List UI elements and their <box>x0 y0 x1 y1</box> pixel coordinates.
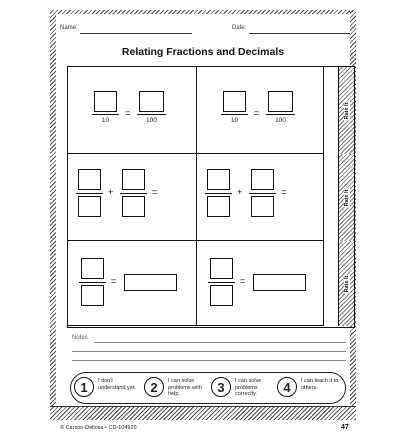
numerator-box[interactable] <box>94 91 117 112</box>
page-number: 47 <box>341 424 349 431</box>
fraction-bar <box>221 114 248 115</box>
rating-description: I can solve problems with help. <box>168 378 202 397</box>
date-label: Date: <box>232 25 247 31</box>
fraction-bar <box>205 193 232 194</box>
hatched-border-top <box>50 10 356 14</box>
problem-cell <box>68 67 197 154</box>
rate-it-strip <box>338 67 354 154</box>
numerator-box[interactable] <box>210 258 233 279</box>
notes-label: Notes <box>72 335 88 341</box>
problem-grid <box>67 66 355 328</box>
copyright-footer: © Carson-Dellosa • CD-104920 <box>60 425 137 431</box>
numerator-box[interactable] <box>251 169 274 190</box>
problem-cell <box>197 67 324 154</box>
numerator-box[interactable] <box>78 169 101 190</box>
decimal-answer-box[interactable] <box>253 274 306 291</box>
denominator-box[interactable] <box>81 285 104 306</box>
denominator-label: 10 <box>101 117 110 124</box>
fraction-bar <box>76 193 103 194</box>
numerator-box[interactable] <box>207 169 230 190</box>
denominator-label: 10 <box>230 117 239 124</box>
equals-sign: = <box>111 276 117 286</box>
problem-cell <box>68 241 197 326</box>
name-date-bar <box>60 25 350 37</box>
notes-line[interactable] <box>94 342 346 343</box>
numerator-box[interactable] <box>81 258 104 279</box>
date-field[interactable] <box>249 33 350 34</box>
rating-number-circle: 3 <box>211 377 231 397</box>
denominator-box[interactable] <box>78 196 101 217</box>
rate-it-label: Rate It <box>343 102 350 119</box>
numerator-box[interactable] <box>139 91 164 112</box>
fraction-bar <box>120 193 147 194</box>
hatched-border-bottom <box>50 406 356 420</box>
notes-line[interactable] <box>72 360 346 361</box>
rating-number-circle: 2 <box>144 377 164 397</box>
equals-sign: = <box>125 108 131 118</box>
problem-cell <box>197 241 324 326</box>
rate-it-strip <box>338 241 354 326</box>
numerator-box[interactable] <box>223 91 246 112</box>
fraction-bar <box>92 114 119 115</box>
equals-sign: = <box>254 108 260 118</box>
hatched-border-left <box>50 10 56 420</box>
numerator-box[interactable] <box>122 169 145 190</box>
rate-it-strip <box>338 154 354 241</box>
page-title: Relating Fractions and Decimals <box>121 46 285 58</box>
rating-description: I don't understand yet. <box>98 378 136 391</box>
name-label: Name: <box>60 25 78 31</box>
denominator-box[interactable] <box>251 196 274 217</box>
plus-sign: + <box>237 187 243 197</box>
numerator-box[interactable] <box>268 91 293 112</box>
denominator-label: 100 <box>275 117 286 124</box>
rate-it-label: Rate It <box>343 275 350 292</box>
rating-description: I can teach it to others. <box>301 378 339 391</box>
fraction-bar <box>249 193 276 194</box>
denominator-box[interactable] <box>210 285 233 306</box>
problem-cell <box>197 154 324 241</box>
denominator-box[interactable] <box>207 196 230 217</box>
rating-number-circle: 4 <box>277 377 297 397</box>
problem-cell <box>68 154 197 241</box>
fraction-bar <box>137 114 166 115</box>
rating-description: I can solve problems correctly. <box>235 378 262 397</box>
fraction-bar <box>79 282 106 283</box>
name-field[interactable] <box>80 33 192 34</box>
equals-sign: = <box>152 187 158 197</box>
denominator-label: 100 <box>146 117 157 124</box>
fraction-bar <box>208 282 235 283</box>
notes-section <box>72 335 348 341</box>
plus-sign: + <box>108 187 114 197</box>
rating-number-circle: 1 <box>74 377 94 397</box>
notes-line[interactable] <box>72 351 346 352</box>
worksheet-page <box>50 10 356 420</box>
decimal-answer-box[interactable] <box>124 274 177 291</box>
fraction-bar <box>266 114 295 115</box>
denominator-box[interactable] <box>122 196 145 217</box>
equals-sign: = <box>281 187 287 197</box>
equals-sign: = <box>240 276 246 286</box>
rate-it-label: Rate It <box>343 189 350 206</box>
self-rating-scale <box>70 372 346 404</box>
